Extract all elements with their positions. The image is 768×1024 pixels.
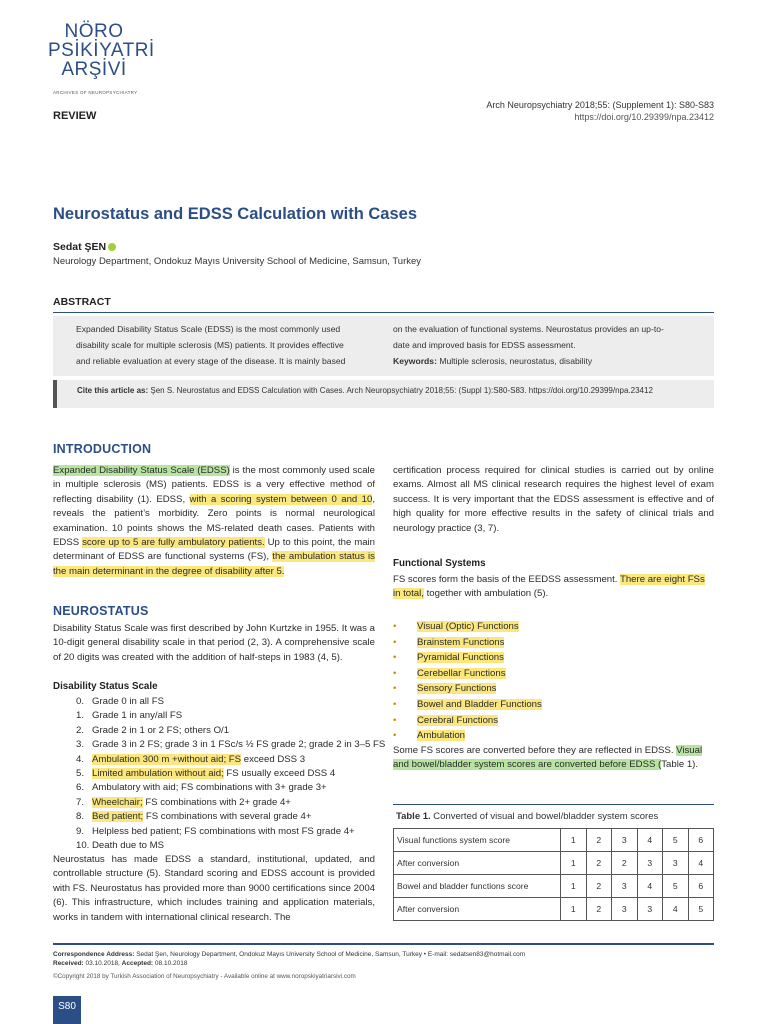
logo-subtitle: ARCHIVES OF NEUROPSYCHIATRY bbox=[53, 90, 138, 95]
table-cell: 1 bbox=[561, 898, 587, 921]
item-number: 9. bbox=[76, 825, 85, 837]
table-cell: 2 bbox=[612, 852, 638, 875]
item-text: FS combinations with several grade 4+ bbox=[143, 811, 312, 823]
table-cell: 6 bbox=[688, 829, 714, 852]
abstract-line: on the evaluation of functional systems. Neurostatus provides an up-to- bbox=[393, 324, 664, 334]
item-text: exceed DSS 3 bbox=[241, 753, 306, 765]
doi-link[interactable]: https://doi.org/10.29399/npa.23412 bbox=[574, 112, 714, 122]
table-cell: 1 bbox=[561, 829, 587, 852]
highlight: Ambulation 300 m +without aid; FS bbox=[92, 753, 242, 765]
table-caption bbox=[396, 811, 658, 822]
table-cell: 3 bbox=[637, 898, 663, 921]
fs-item: Visual (Optic) Functions bbox=[417, 621, 519, 632]
bullet: • bbox=[393, 636, 397, 648]
functional-systems-heading: Functional Systems bbox=[393, 558, 486, 569]
table-cell: 1 bbox=[561, 852, 587, 875]
cite-box bbox=[53, 380, 714, 408]
row-label: After conversion bbox=[394, 852, 561, 875]
bullet: • bbox=[393, 714, 397, 726]
list-item bbox=[76, 709, 376, 723]
logo-line-3: ARŞİVİ bbox=[61, 59, 127, 80]
journal-reference: Arch Neuropsychiatry 2018;55: (Supplement 1): S80-S83 bbox=[486, 100, 714, 110]
item-text: FS usually exceed DSS 4 bbox=[223, 768, 336, 780]
orcid-icon[interactable] bbox=[108, 243, 116, 251]
article-title: Neurostatus and EDSS Calculation with Cases bbox=[53, 205, 417, 223]
fs-item: Cerebellar Functions bbox=[417, 667, 506, 679]
section-label: REVIEW bbox=[53, 110, 97, 122]
item-text: FS combinations with 2+ grade 4+ bbox=[142, 796, 291, 808]
row-label: After conversion bbox=[394, 898, 561, 921]
list-item bbox=[393, 650, 713, 666]
table-row bbox=[394, 898, 714, 921]
table-row bbox=[394, 875, 714, 898]
table-row bbox=[394, 852, 714, 875]
text-run: is the most commonly used scale in multiple sclerosis (MS) patients. EDSS is a very effective method of reflecting disability (1). EDSS, bbox=[53, 465, 375, 505]
list-item bbox=[393, 666, 713, 682]
item-text: Helpless bed patient; FS combinations with most FS grade 4+ bbox=[92, 825, 355, 837]
neurostatus-paragraph: Disability Status Scale was first described by John Kurtzke in 1955. It was a 10-digit general disability scale in that period (2, 3). A comprehensive scale of 20 digits was created with the addition of half-steps in 1983 (4, 5). bbox=[53, 623, 375, 663]
text-run: together with ambulation (5). bbox=[423, 588, 549, 600]
table-cell: 5 bbox=[663, 829, 689, 852]
accepted-date: 08.10.2018 bbox=[153, 960, 188, 967]
received-label: Received: bbox=[53, 960, 84, 967]
bullet: • bbox=[393, 652, 397, 664]
conversion-table bbox=[393, 828, 714, 921]
dss-list bbox=[76, 695, 386, 853]
abstract-heading: ABSTRACT bbox=[53, 296, 111, 308]
keywords-text: Multiple sclerosis, neurostatus, disability bbox=[436, 356, 593, 366]
bullet: • bbox=[393, 698, 397, 710]
highlight: There are eight FSs in total, bbox=[393, 574, 705, 600]
item-number: 10. bbox=[76, 840, 90, 852]
dss-heading: Disability Status Scale bbox=[53, 681, 158, 692]
author-name bbox=[53, 241, 116, 253]
item-text: Death due to MS bbox=[92, 840, 164, 852]
author-text: Sedat ŞEN bbox=[53, 241, 107, 253]
accepted-label: Accepted: bbox=[121, 960, 154, 967]
table-cell: 2 bbox=[586, 898, 612, 921]
neurostatus-heading: NEUROSTATUS bbox=[53, 604, 149, 618]
list-item bbox=[76, 724, 376, 738]
highlight: Limited ambulation without aid; bbox=[92, 768, 224, 780]
text-run: FS scores form the basis of the EEDSS assessment. bbox=[393, 574, 620, 585]
bullet: • bbox=[393, 621, 397, 632]
table-cell: 4 bbox=[637, 829, 663, 852]
item-number: 7. bbox=[76, 796, 85, 808]
table-cell: 2 bbox=[586, 875, 612, 898]
introduction-paragraph bbox=[53, 464, 375, 579]
neurostatus-closing-paragraph: Neurostatus has made EDSS a standard, institutional, updated, and controllable structure (5). Standard scoring and EDSS account is provided with FS. Neurostatus has provided more than 9000 certifications since 2004 (6). This infrastructure, which includes training and application materials, works in tandem with international clinical research. The bbox=[53, 854, 375, 923]
author-affiliation: Neurology Department, Ondokuz Mayıs University School of Medicine, Samsun, Turkey bbox=[53, 256, 422, 267]
item-text: Grade 1 in any/all FS bbox=[92, 710, 183, 722]
abstract-line: date and improved basis for EDSS assessment. bbox=[393, 340, 576, 350]
fs-item: Cerebral Functions bbox=[417, 714, 499, 726]
item-number: 6. bbox=[76, 782, 85, 794]
logo-line-2: PSİKİYATRİ bbox=[48, 40, 155, 61]
table-cell: 3 bbox=[612, 829, 638, 852]
dates bbox=[53, 959, 187, 968]
text-run: Table 1). bbox=[661, 759, 699, 771]
highlight: score up to 5 are fully ambulatory patients. bbox=[82, 537, 265, 549]
table-cell: 1 bbox=[561, 875, 587, 898]
item-text: Grade 3 in 2 FS; grade 3 in 1 FSc/s ½ FS grade 2; grade 2 in 3–5 FS bbox=[92, 739, 386, 751]
table-cell: 5 bbox=[688, 898, 714, 921]
table-cell: 3 bbox=[663, 852, 689, 875]
correspondence-label: Correspondence Address: bbox=[53, 951, 135, 958]
table-cell: 4 bbox=[637, 875, 663, 898]
highlight: the ambulation status is the main determinant in the degree of disability after 5. bbox=[53, 551, 375, 577]
table-cell: 4 bbox=[663, 898, 689, 921]
item-number: 0. bbox=[76, 696, 85, 707]
table-cell: 3 bbox=[612, 898, 638, 921]
list-item bbox=[76, 767, 376, 781]
list-item bbox=[76, 796, 376, 810]
text-run: Some FS scores are converted before they are reflected in EDSS. bbox=[393, 745, 677, 756]
item-text: Grade 2 in 1 or 2 FS; others O/1 bbox=[92, 724, 230, 736]
conversion-paragraph bbox=[393, 744, 714, 773]
table-cell: 3 bbox=[612, 875, 638, 898]
list-item bbox=[393, 619, 713, 635]
item-number: 3. bbox=[76, 739, 85, 751]
highlight: Expanded Disability Status Scale (EDSS) bbox=[53, 465, 230, 476]
bullet: • bbox=[393, 683, 397, 695]
list-item bbox=[76, 825, 376, 839]
copyright: ©Copyright 2018 by Turkish Association of Neuropsychiatry - Available online at www.noropskiyatriarsivi.com bbox=[53, 973, 356, 980]
fs-item: Brainstem Functions bbox=[417, 636, 505, 648]
list-item bbox=[76, 781, 376, 795]
list-item bbox=[76, 810, 376, 824]
fs-item: Ambulation bbox=[417, 730, 465, 742]
functional-systems-paragraph bbox=[393, 573, 714, 602]
highlight: Bed patient; bbox=[92, 811, 144, 823]
text-run: Up to this point, the main determinant of EDSS are functional systems (FS), bbox=[53, 537, 375, 563]
item-text: Grade 0 in all FS bbox=[92, 696, 164, 707]
keywords-label: Keywords: bbox=[393, 356, 437, 366]
introduction-heading: INTRODUCTION bbox=[53, 442, 152, 456]
correspondence bbox=[53, 950, 714, 959]
item-number: 8. bbox=[76, 811, 85, 823]
abstract-line: disability scale for multiple sclerosis (MS) patients. It provides effective bbox=[76, 340, 344, 350]
table-top-rule bbox=[393, 804, 714, 805]
item-number: 5. bbox=[76, 768, 85, 780]
abstract-left-column bbox=[76, 321, 376, 369]
list-item bbox=[76, 839, 376, 853]
item-number: 4. bbox=[76, 753, 85, 765]
list-item bbox=[393, 728, 713, 744]
fs-item: Pyramidal Functions bbox=[417, 652, 504, 664]
functional-systems-list bbox=[393, 619, 713, 744]
item-text: Ambulatory with aid; FS combinations with 3+ grade 3+ bbox=[92, 782, 327, 794]
correspondence-text: Sedat Şen, Neurology Department, Ondokuz Mayıs University School of Medicine, Samsun, Turkey • E-mail: sedatsen83@hotmail.com bbox=[134, 951, 526, 958]
footer-rule bbox=[53, 943, 714, 945]
certification-paragraph: certification process required for clinical studies is carried out by online exams. Almost all MS clinical research requires the highest level of exam success. It is very important that the EDSS assessment is effective and of high quality for more effective results in the safety of clinical trials and neurology practice (3, 7). bbox=[393, 465, 714, 534]
list-item bbox=[76, 695, 376, 709]
fs-item: Bowel and Bladder Functions bbox=[417, 698, 542, 710]
row-label: Visual functions system score bbox=[394, 829, 561, 852]
cite-text: Şen S. Neurostatus and EDSS Calculation with Cases. Arch Neuropsychiatry 2018;55: (Suppl 1):S80-S83. https://doi.org/10.29399/npa.23412 bbox=[148, 386, 653, 395]
fs-item: Sensory Functions bbox=[417, 683, 497, 695]
item-number: 2. bbox=[76, 724, 85, 736]
bullet: • bbox=[393, 667, 397, 679]
abstract-line: and reliable evaluation at every stage of the disease. It is mainly based bbox=[76, 356, 346, 366]
item-number: 1. bbox=[76, 710, 85, 722]
list-item bbox=[393, 697, 713, 713]
abstract-line: Expanded Disability Status Scale (EDSS) is the most commonly used bbox=[76, 324, 341, 334]
table-cell: 4 bbox=[688, 852, 714, 875]
logo-line-1: NÖRO bbox=[64, 21, 124, 42]
abstract-divider bbox=[53, 312, 714, 313]
highlight: Wheelchair; bbox=[92, 796, 143, 808]
keywords bbox=[393, 353, 703, 369]
page-number: S80 bbox=[53, 996, 81, 1024]
received-date: 03.10.2018, bbox=[83, 960, 122, 967]
text-run: , reveals the patient’s morbidity. Zero points is normal neurological examination. 10 points shows the MS-related death cases. Patients with EDSS bbox=[53, 493, 375, 549]
journal-logo bbox=[48, 21, 155, 80]
list-item bbox=[393, 681, 713, 697]
list-item bbox=[76, 753, 376, 767]
bullet: • bbox=[393, 730, 397, 742]
list-item bbox=[393, 713, 713, 729]
highlight: with a scoring system between 0 and 10 bbox=[189, 493, 373, 505]
list-item bbox=[393, 635, 713, 651]
list-item bbox=[76, 738, 386, 752]
table-row bbox=[394, 829, 714, 852]
table-cell: 2 bbox=[586, 852, 612, 875]
highlight: Visual and bowel/bladder system scores are converted before EDSS ( bbox=[393, 745, 703, 771]
row-label: Bowel and bladder functions score bbox=[394, 875, 561, 898]
table-caption-text: Converted of visual and bowel/bladder system scores bbox=[430, 811, 659, 822]
abstract-right-column bbox=[393, 321, 703, 369]
table-cell: 2 bbox=[586, 829, 612, 852]
table-cell: 3 bbox=[637, 852, 663, 875]
cite-label: Cite this article as: bbox=[77, 386, 149, 395]
table-cell: 6 bbox=[688, 875, 714, 898]
table-cell: 5 bbox=[663, 875, 689, 898]
table-caption-label: Table 1. bbox=[396, 811, 431, 822]
